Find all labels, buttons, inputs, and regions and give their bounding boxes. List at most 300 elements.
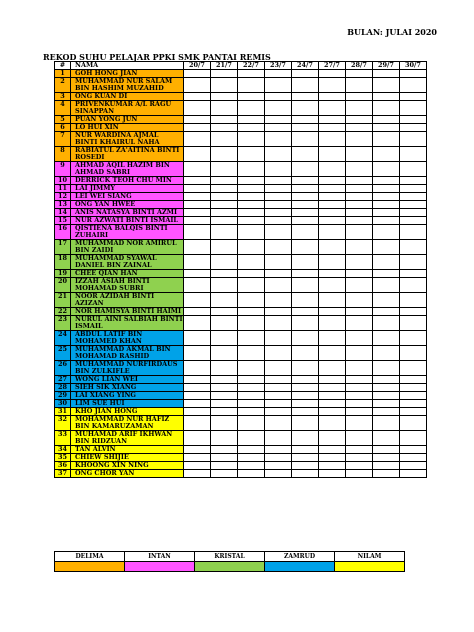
temperature-cell[interactable]	[292, 293, 319, 308]
temperature-cell[interactable]	[319, 308, 346, 316]
temperature-cell[interactable]	[400, 408, 427, 416]
temperature-cell[interactable]	[346, 209, 373, 217]
temperature-cell[interactable]	[292, 408, 319, 416]
temperature-cell[interactable]	[211, 101, 238, 116]
temperature-cell[interactable]	[211, 293, 238, 308]
temperature-cell[interactable]	[346, 278, 373, 293]
temperature-cell[interactable]	[184, 293, 211, 308]
temperature-cell[interactable]	[238, 162, 265, 177]
temperature-cell[interactable]	[400, 270, 427, 278]
temperature-cell[interactable]	[373, 201, 400, 209]
temperature-cell[interactable]	[319, 93, 346, 101]
temperature-cell[interactable]	[238, 132, 265, 147]
temperature-cell[interactable]	[184, 346, 211, 361]
temperature-cell[interactable]	[184, 255, 211, 270]
temperature-cell[interactable]	[346, 93, 373, 101]
temperature-cell[interactable]	[346, 293, 373, 308]
temperature-cell[interactable]	[211, 270, 238, 278]
temperature-cell[interactable]	[238, 392, 265, 400]
temperature-cell[interactable]	[265, 408, 292, 416]
temperature-cell[interactable]	[292, 316, 319, 331]
temperature-cell[interactable]	[292, 185, 319, 193]
temperature-cell[interactable]	[373, 400, 400, 408]
temperature-cell[interactable]	[373, 193, 400, 201]
temperature-cell[interactable]	[346, 416, 373, 431]
temperature-cell[interactable]	[292, 193, 319, 201]
temperature-cell[interactable]	[265, 132, 292, 147]
temperature-cell[interactable]	[211, 177, 238, 185]
temperature-cell[interactable]	[238, 361, 265, 376]
temperature-cell[interactable]	[319, 201, 346, 209]
temperature-cell[interactable]	[238, 177, 265, 185]
temperature-cell[interactable]	[292, 217, 319, 225]
temperature-cell[interactable]	[400, 255, 427, 270]
temperature-cell[interactable]	[238, 147, 265, 162]
temperature-cell[interactable]	[319, 255, 346, 270]
temperature-cell[interactable]	[373, 185, 400, 193]
temperature-cell[interactable]	[265, 93, 292, 101]
temperature-cell[interactable]	[319, 400, 346, 408]
temperature-cell[interactable]	[265, 240, 292, 255]
temperature-cell[interactable]	[238, 376, 265, 384]
temperature-cell[interactable]	[373, 293, 400, 308]
temperature-cell[interactable]	[238, 217, 265, 225]
temperature-cell[interactable]	[346, 217, 373, 225]
temperature-cell[interactable]	[319, 185, 346, 193]
temperature-cell[interactable]	[184, 331, 211, 346]
temperature-cell[interactable]	[184, 70, 211, 78]
temperature-cell[interactable]	[265, 147, 292, 162]
temperature-cell[interactable]	[184, 193, 211, 201]
temperature-cell[interactable]	[319, 225, 346, 240]
temperature-cell[interactable]	[400, 446, 427, 454]
temperature-cell[interactable]	[400, 416, 427, 431]
temperature-cell[interactable]	[265, 70, 292, 78]
temperature-cell[interactable]	[346, 124, 373, 132]
temperature-cell[interactable]	[265, 177, 292, 185]
temperature-cell[interactable]	[265, 316, 292, 331]
temperature-cell[interactable]	[373, 217, 400, 225]
temperature-cell[interactable]	[292, 93, 319, 101]
temperature-cell[interactable]	[292, 270, 319, 278]
temperature-cell[interactable]	[184, 392, 211, 400]
temperature-cell[interactable]	[400, 162, 427, 177]
temperature-cell[interactable]	[265, 384, 292, 392]
temperature-cell[interactable]	[346, 177, 373, 185]
temperature-cell[interactable]	[346, 270, 373, 278]
temperature-cell[interactable]	[265, 454, 292, 462]
temperature-cell[interactable]	[184, 384, 211, 392]
temperature-cell[interactable]	[346, 454, 373, 462]
temperature-cell[interactable]	[319, 240, 346, 255]
temperature-cell[interactable]	[184, 454, 211, 462]
temperature-cell[interactable]	[373, 384, 400, 392]
temperature-cell[interactable]	[184, 185, 211, 193]
temperature-cell[interactable]	[292, 101, 319, 116]
temperature-cell[interactable]	[292, 132, 319, 147]
temperature-cell[interactable]	[373, 278, 400, 293]
temperature-cell[interactable]	[211, 331, 238, 346]
temperature-cell[interactable]	[184, 201, 211, 209]
temperature-cell[interactable]	[211, 162, 238, 177]
temperature-cell[interactable]	[238, 93, 265, 101]
temperature-cell[interactable]	[211, 392, 238, 400]
temperature-cell[interactable]	[292, 446, 319, 454]
temperature-cell[interactable]	[373, 132, 400, 147]
temperature-cell[interactable]	[346, 346, 373, 361]
temperature-cell[interactable]	[292, 278, 319, 293]
temperature-cell[interactable]	[238, 384, 265, 392]
temperature-cell[interactable]	[211, 308, 238, 316]
temperature-cell[interactable]	[184, 470, 211, 478]
temperature-cell[interactable]	[238, 470, 265, 478]
temperature-cell[interactable]	[211, 147, 238, 162]
temperature-cell[interactable]	[211, 78, 238, 93]
temperature-cell[interactable]	[292, 201, 319, 209]
temperature-cell[interactable]	[238, 209, 265, 217]
temperature-cell[interactable]	[238, 408, 265, 416]
temperature-cell[interactable]	[211, 201, 238, 209]
temperature-cell[interactable]	[400, 124, 427, 132]
temperature-cell[interactable]	[400, 361, 427, 376]
temperature-cell[interactable]	[373, 462, 400, 470]
temperature-cell[interactable]	[319, 376, 346, 384]
temperature-cell[interactable]	[292, 416, 319, 431]
temperature-cell[interactable]	[373, 346, 400, 361]
temperature-cell[interactable]	[319, 124, 346, 132]
temperature-cell[interactable]	[265, 346, 292, 361]
temperature-cell[interactable]	[373, 147, 400, 162]
temperature-cell[interactable]	[346, 225, 373, 240]
temperature-cell[interactable]	[319, 384, 346, 392]
temperature-cell[interactable]	[265, 193, 292, 201]
temperature-cell[interactable]	[238, 462, 265, 470]
temperature-cell[interactable]	[211, 255, 238, 270]
temperature-cell[interactable]	[211, 408, 238, 416]
temperature-cell[interactable]	[238, 331, 265, 346]
temperature-cell[interactable]	[346, 201, 373, 209]
temperature-cell[interactable]	[319, 331, 346, 346]
temperature-cell[interactable]	[211, 346, 238, 361]
temperature-cell[interactable]	[292, 78, 319, 93]
temperature-cell[interactable]	[400, 93, 427, 101]
temperature-cell[interactable]	[346, 408, 373, 416]
temperature-cell[interactable]	[400, 147, 427, 162]
temperature-cell[interactable]	[211, 70, 238, 78]
temperature-cell[interactable]	[292, 70, 319, 78]
temperature-cell[interactable]	[346, 240, 373, 255]
temperature-cell[interactable]	[292, 255, 319, 270]
temperature-cell[interactable]	[211, 93, 238, 101]
temperature-cell[interactable]	[184, 101, 211, 116]
temperature-cell[interactable]	[184, 93, 211, 101]
temperature-cell[interactable]	[400, 209, 427, 217]
temperature-cell[interactable]	[346, 78, 373, 93]
temperature-cell[interactable]	[184, 225, 211, 240]
temperature-cell[interactable]	[319, 101, 346, 116]
temperature-cell[interactable]	[346, 376, 373, 384]
temperature-cell[interactable]	[184, 147, 211, 162]
temperature-cell[interactable]	[373, 177, 400, 185]
temperature-cell[interactable]	[211, 209, 238, 217]
temperature-cell[interactable]	[346, 132, 373, 147]
temperature-cell[interactable]	[373, 70, 400, 78]
temperature-cell[interactable]	[319, 147, 346, 162]
temperature-cell[interactable]	[238, 193, 265, 201]
temperature-cell[interactable]	[373, 225, 400, 240]
temperature-cell[interactable]	[373, 240, 400, 255]
temperature-cell[interactable]	[319, 278, 346, 293]
temperature-cell[interactable]	[211, 116, 238, 124]
temperature-cell[interactable]	[265, 400, 292, 408]
temperature-cell[interactable]	[211, 316, 238, 331]
temperature-cell[interactable]	[211, 193, 238, 201]
temperature-cell[interactable]	[211, 124, 238, 132]
temperature-cell[interactable]	[238, 78, 265, 93]
temperature-cell[interactable]	[400, 308, 427, 316]
temperature-cell[interactable]	[400, 384, 427, 392]
temperature-cell[interactable]	[292, 400, 319, 408]
temperature-cell[interactable]	[265, 376, 292, 384]
temperature-cell[interactable]	[211, 217, 238, 225]
temperature-cell[interactable]	[400, 431, 427, 446]
temperature-cell[interactable]	[292, 124, 319, 132]
temperature-cell[interactable]	[400, 217, 427, 225]
temperature-cell[interactable]	[373, 331, 400, 346]
temperature-cell[interactable]	[400, 331, 427, 346]
temperature-cell[interactable]	[346, 470, 373, 478]
temperature-cell[interactable]	[292, 462, 319, 470]
temperature-cell[interactable]	[373, 270, 400, 278]
temperature-cell[interactable]	[400, 177, 427, 185]
temperature-cell[interactable]	[265, 270, 292, 278]
temperature-cell[interactable]	[265, 293, 292, 308]
temperature-cell[interactable]	[184, 240, 211, 255]
temperature-cell[interactable]	[265, 331, 292, 346]
temperature-cell[interactable]	[373, 209, 400, 217]
temperature-cell[interactable]	[292, 384, 319, 392]
temperature-cell[interactable]	[373, 431, 400, 446]
temperature-cell[interactable]	[292, 225, 319, 240]
temperature-cell[interactable]	[346, 70, 373, 78]
temperature-cell[interactable]	[373, 78, 400, 93]
temperature-cell[interactable]	[211, 470, 238, 478]
temperature-cell[interactable]	[211, 376, 238, 384]
temperature-cell[interactable]	[238, 124, 265, 132]
temperature-cell[interactable]	[238, 446, 265, 454]
temperature-cell[interactable]	[184, 177, 211, 185]
temperature-cell[interactable]	[184, 316, 211, 331]
temperature-cell[interactable]	[319, 346, 346, 361]
temperature-cell[interactable]	[211, 462, 238, 470]
temperature-cell[interactable]	[400, 316, 427, 331]
temperature-cell[interactable]	[400, 193, 427, 201]
temperature-cell[interactable]	[346, 400, 373, 408]
temperature-cell[interactable]	[400, 70, 427, 78]
temperature-cell[interactable]	[265, 124, 292, 132]
temperature-cell[interactable]	[319, 70, 346, 78]
temperature-cell[interactable]	[238, 316, 265, 331]
temperature-cell[interactable]	[265, 446, 292, 454]
temperature-cell[interactable]	[211, 278, 238, 293]
temperature-cell[interactable]	[400, 132, 427, 147]
temperature-cell[interactable]	[211, 132, 238, 147]
temperature-cell[interactable]	[265, 431, 292, 446]
temperature-cell[interactable]	[373, 116, 400, 124]
temperature-cell[interactable]	[238, 270, 265, 278]
temperature-cell[interactable]	[319, 454, 346, 462]
temperature-cell[interactable]	[346, 316, 373, 331]
temperature-cell[interactable]	[292, 431, 319, 446]
temperature-cell[interactable]	[346, 101, 373, 116]
temperature-cell[interactable]	[373, 470, 400, 478]
temperature-cell[interactable]	[292, 162, 319, 177]
temperature-cell[interactable]	[238, 293, 265, 308]
temperature-cell[interactable]	[400, 462, 427, 470]
temperature-cell[interactable]	[373, 124, 400, 132]
temperature-cell[interactable]	[346, 431, 373, 446]
temperature-cell[interactable]	[319, 416, 346, 431]
temperature-cell[interactable]	[184, 308, 211, 316]
temperature-cell[interactable]	[292, 209, 319, 217]
temperature-cell[interactable]	[265, 101, 292, 116]
temperature-cell[interactable]	[238, 116, 265, 124]
temperature-cell[interactable]	[400, 278, 427, 293]
temperature-cell[interactable]	[238, 416, 265, 431]
temperature-cell[interactable]	[184, 162, 211, 177]
temperature-cell[interactable]	[265, 201, 292, 209]
temperature-cell[interactable]	[373, 162, 400, 177]
temperature-cell[interactable]	[265, 416, 292, 431]
temperature-cell[interactable]	[184, 416, 211, 431]
temperature-cell[interactable]	[184, 217, 211, 225]
temperature-cell[interactable]	[319, 446, 346, 454]
temperature-cell[interactable]	[400, 293, 427, 308]
temperature-cell[interactable]	[184, 132, 211, 147]
temperature-cell[interactable]	[238, 308, 265, 316]
temperature-cell[interactable]	[292, 331, 319, 346]
temperature-cell[interactable]	[319, 78, 346, 93]
temperature-cell[interactable]	[292, 392, 319, 400]
temperature-cell[interactable]	[265, 392, 292, 400]
temperature-cell[interactable]	[238, 225, 265, 240]
temperature-cell[interactable]	[346, 162, 373, 177]
temperature-cell[interactable]	[373, 316, 400, 331]
temperature-cell[interactable]	[211, 240, 238, 255]
temperature-cell[interactable]	[184, 116, 211, 124]
temperature-cell[interactable]	[238, 101, 265, 116]
temperature-cell[interactable]	[400, 346, 427, 361]
temperature-cell[interactable]	[184, 462, 211, 470]
temperature-cell[interactable]	[238, 400, 265, 408]
temperature-cell[interactable]	[184, 431, 211, 446]
temperature-cell[interactable]	[400, 225, 427, 240]
temperature-cell[interactable]	[346, 147, 373, 162]
temperature-cell[interactable]	[184, 376, 211, 384]
temperature-cell[interactable]	[319, 431, 346, 446]
temperature-cell[interactable]	[265, 278, 292, 293]
temperature-cell[interactable]	[211, 361, 238, 376]
temperature-cell[interactable]	[400, 240, 427, 255]
temperature-cell[interactable]	[373, 454, 400, 462]
temperature-cell[interactable]	[319, 462, 346, 470]
temperature-cell[interactable]	[373, 361, 400, 376]
temperature-cell[interactable]	[346, 255, 373, 270]
temperature-cell[interactable]	[292, 116, 319, 124]
temperature-cell[interactable]	[184, 361, 211, 376]
temperature-cell[interactable]	[265, 462, 292, 470]
temperature-cell[interactable]	[346, 446, 373, 454]
temperature-cell[interactable]	[211, 400, 238, 408]
temperature-cell[interactable]	[400, 201, 427, 209]
temperature-cell[interactable]	[265, 361, 292, 376]
temperature-cell[interactable]	[346, 392, 373, 400]
temperature-cell[interactable]	[292, 346, 319, 361]
temperature-cell[interactable]	[211, 384, 238, 392]
temperature-cell[interactable]	[319, 270, 346, 278]
temperature-cell[interactable]	[400, 78, 427, 93]
temperature-cell[interactable]	[238, 240, 265, 255]
temperature-cell[interactable]	[238, 346, 265, 361]
temperature-cell[interactable]	[211, 225, 238, 240]
temperature-cell[interactable]	[373, 101, 400, 116]
temperature-cell[interactable]	[400, 116, 427, 124]
temperature-cell[interactable]	[319, 316, 346, 331]
temperature-cell[interactable]	[292, 361, 319, 376]
temperature-cell[interactable]	[373, 392, 400, 400]
temperature-cell[interactable]	[373, 93, 400, 101]
temperature-cell[interactable]	[319, 116, 346, 124]
temperature-cell[interactable]	[319, 293, 346, 308]
temperature-cell[interactable]	[346, 185, 373, 193]
temperature-cell[interactable]	[319, 177, 346, 185]
temperature-cell[interactable]	[211, 185, 238, 193]
temperature-cell[interactable]	[184, 400, 211, 408]
temperature-cell[interactable]	[292, 376, 319, 384]
temperature-cell[interactable]	[319, 162, 346, 177]
temperature-cell[interactable]	[265, 217, 292, 225]
temperature-cell[interactable]	[265, 255, 292, 270]
temperature-cell[interactable]	[292, 240, 319, 255]
temperature-cell[interactable]	[319, 193, 346, 201]
temperature-cell[interactable]	[292, 308, 319, 316]
temperature-cell[interactable]	[346, 308, 373, 316]
temperature-cell[interactable]	[346, 462, 373, 470]
temperature-cell[interactable]	[265, 116, 292, 124]
temperature-cell[interactable]	[211, 416, 238, 431]
temperature-cell[interactable]	[238, 278, 265, 293]
temperature-cell[interactable]	[373, 408, 400, 416]
temperature-cell[interactable]	[265, 470, 292, 478]
temperature-cell[interactable]	[346, 116, 373, 124]
temperature-cell[interactable]	[319, 408, 346, 416]
temperature-cell[interactable]	[238, 185, 265, 193]
temperature-cell[interactable]	[184, 446, 211, 454]
temperature-cell[interactable]	[265, 162, 292, 177]
temperature-cell[interactable]	[184, 209, 211, 217]
temperature-cell[interactable]	[400, 400, 427, 408]
temperature-cell[interactable]	[346, 361, 373, 376]
temperature-cell[interactable]	[184, 78, 211, 93]
temperature-cell[interactable]	[373, 446, 400, 454]
temperature-cell[interactable]	[238, 201, 265, 209]
temperature-cell[interactable]	[265, 308, 292, 316]
temperature-cell[interactable]	[238, 70, 265, 78]
temperature-cell[interactable]	[400, 470, 427, 478]
temperature-cell[interactable]	[292, 454, 319, 462]
temperature-cell[interactable]	[346, 193, 373, 201]
temperature-cell[interactable]	[292, 147, 319, 162]
